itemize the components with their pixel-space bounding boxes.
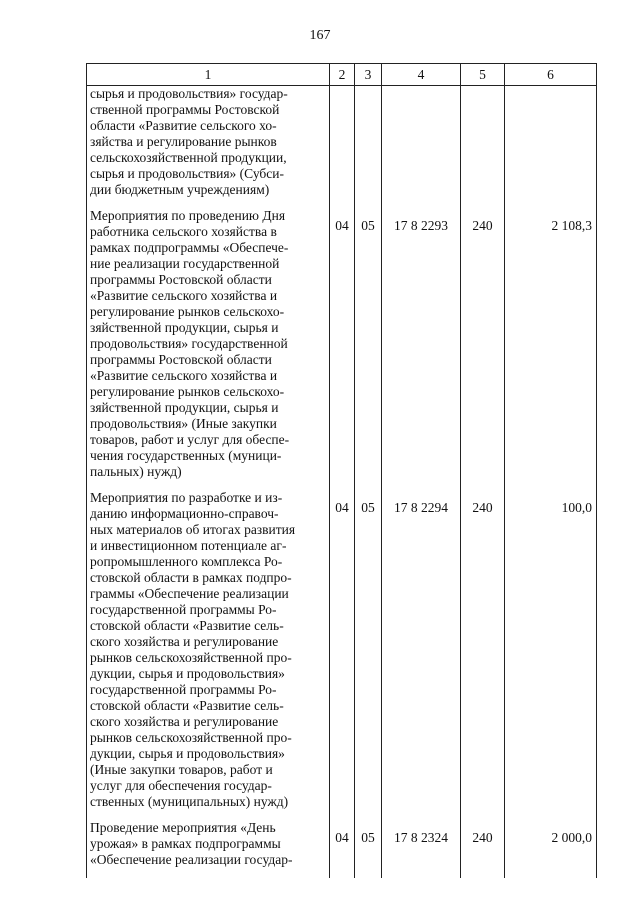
table-row — [87, 820, 597, 878]
header-col-4: 4 — [382, 64, 461, 86]
row-description: Мероприятия по разработке и из- данию информационно-справоч- ных материалов об итогах развития и инвестиционном потенциале аг- ропромышленного комплекса Ро- стовской области в рамках подпро- граммы «Обеспечение реализации государственной программы Ро- стовской области «Развитие сель- ского хозяйства и регулирование рынков сельскохозяйственной про- дукции, сырья и продовольствия» государственной программы Ро- стовской области «Развитие сель- ского хозяйства и регулирование рынков сельскохозяйственной про- дукции, сырья и продовольствия» (Иные закупки товаров, работ и услуг для обеспечения государ- ственных (муниципальных) нужд) — [87, 490, 330, 820]
row-description: Проведение мероприятия «День урожая» в рамках подпрограммы «Обеспечение реализации государ- — [87, 820, 330, 878]
row-section-code: 04 — [330, 490, 355, 820]
row-expense-type: 240 — [461, 208, 505, 490]
row-subsection-code: 05 — [355, 820, 382, 878]
header-col-3: 3 — [355, 64, 382, 86]
table-row — [87, 208, 597, 490]
page-number: 167 — [309, 28, 331, 43]
row-target-article: 17 8 2324 — [382, 820, 461, 878]
row-subsection-code — [355, 86, 382, 209]
row-section-code — [330, 86, 355, 209]
row-expense-type: 240 — [461, 490, 505, 820]
row-subsection-code: 05 — [355, 208, 382, 490]
table-header-row — [87, 64, 597, 86]
row-description: Мероприятия по проведению Дня работника сельского хозяйства в рамках подпрограммы «Обеспече- ние реализации государственной программы Ростовской области «Развитие сельского хозяйства и регулирование рынков сельскохо- зяйственной продукции, сырья и продовольствия» государственной программы Ростовской области «Развитие сельского хозяйства и регулирование рынков сельскохо- зяйственной продукции, сырья и продовольствия» (Иные закупки товаров, работ и услуг для обеспе- чения государственных (муници- пальных) нужд) — [87, 208, 330, 490]
row-target-article: 17 8 2294 — [382, 490, 461, 820]
row-expense-type: 240 — [461, 820, 505, 878]
row-subsection-code: 05 — [355, 490, 382, 820]
row-amount: 100,0 — [505, 490, 597, 820]
header-col-2: 2 — [330, 64, 355, 86]
table-row — [87, 490, 597, 820]
row-expense-type — [461, 86, 505, 209]
budget-table — [86, 63, 597, 878]
row-target-article: 17 8 2293 — [382, 208, 461, 490]
row-target-article — [382, 86, 461, 209]
header-col-6: 6 — [505, 64, 597, 86]
row-amount — [505, 86, 597, 209]
header-col-1: 1 — [87, 64, 330, 86]
row-section-code: 04 — [330, 820, 355, 878]
row-description: сырья и продовольствия» государ- ственной программы Ростовской области «Развитие сельского хо- зяйства и регулирование рынков сельскохозяйственной продукции, сырья и продовольствия» (Субси- дии бюджетным учреждениям) — [87, 86, 330, 209]
header-col-5: 5 — [461, 64, 505, 86]
row-amount: 2 108,3 — [505, 208, 597, 490]
row-section-code: 04 — [330, 208, 355, 490]
row-amount: 2 000,0 — [505, 820, 597, 878]
table-row — [87, 86, 597, 209]
